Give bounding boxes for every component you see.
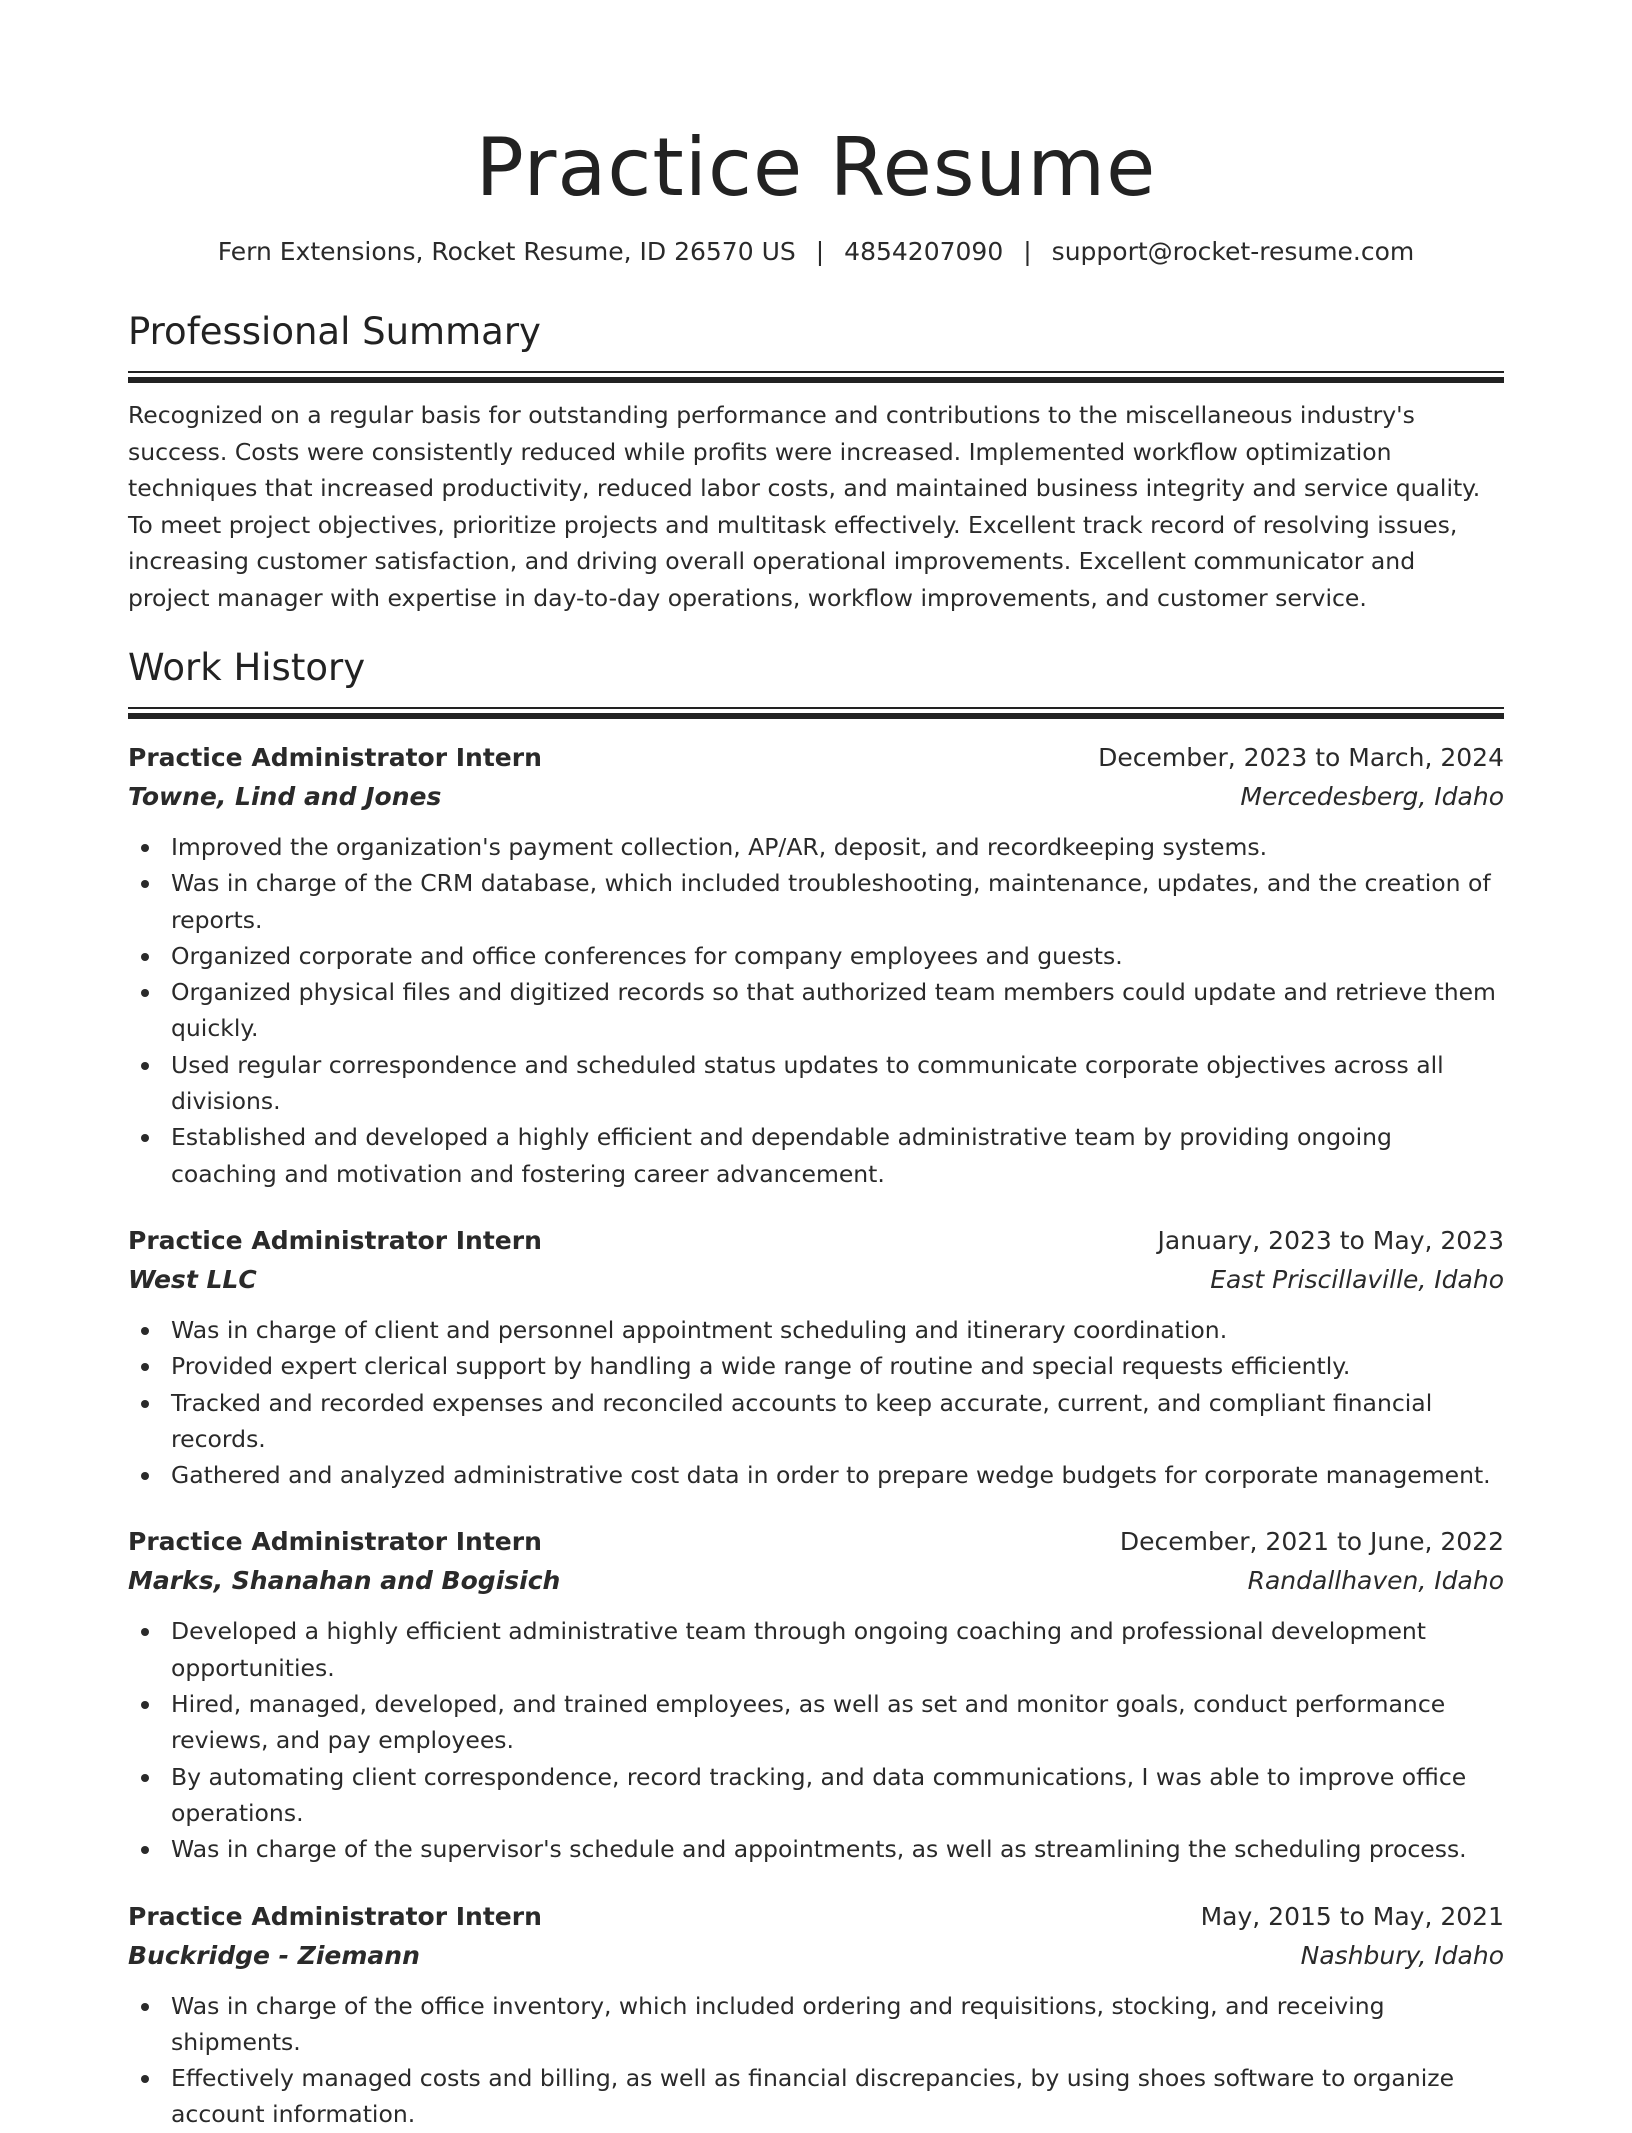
job-entry [128,1523,1504,1867]
job-company: Marks, Shanahan and Bogisich [128,1566,561,1596]
bullet-dot-icon [141,1363,149,1371]
job-bullet [171,1831,1504,1867]
bullet-dot-icon [141,1701,149,1709]
job-company-row [128,1936,1504,1976]
professional-summary-section [128,308,1504,616]
job-location: Mercedesberg, Idaho [1240,782,1504,811]
job-bullet-list [128,1312,1504,1493]
job-bullet-text: Was in charge of the office inventory, which included ordering and requisitions, stocking, and receiving shipments. [171,1991,1385,2056]
job-dates: December, 2023 to March, 2024 [1098,743,1504,772]
job-company-row [128,777,1504,817]
job-location: Randallhaven, Idaho [1247,1566,1504,1596]
job-bullet [171,1613,1504,1686]
job-title-row [128,739,1504,777]
job-dates: January, 2023 to May, 2023 [1157,1225,1504,1255]
job-bullet [171,1457,1504,1493]
job-title: Practice Administrator Intern [128,1901,542,1931]
bullet-dot-icon [141,1327,149,1335]
work-history-section [128,644,1504,2133]
job-bullet-text: Effectively managed costs and billing, as well as financial discrepancies, by using shoes software to organize account information. [171,2064,1455,2129]
job-bullet-text: Provided expert clerical support by handling a wide range of routine and special requests efficiently. [171,1352,1351,1381]
bullet-dot-icon [141,953,149,961]
job-bullet [171,2060,1504,2133]
job-company: Towne, Lind and Jones [128,782,442,811]
contact-email: support@rocket-resume.com [1051,237,1415,266]
job-bullet-text: Used regular correspondence and scheduled status updates to communicate corporate objectives across all divisions. [171,1050,1444,1116]
job-bullet [171,865,1504,938]
job-title-row [128,1898,1504,1936]
job-bullet-text: Hired, managed, developed, and trained employees, as well as set and monitor goals, conduct performance reviews, and pay employees. [171,1690,1446,1755]
job-bullet-text: By automating client correspondence, record tracking, and data communications, I was able to improve office operations. [171,1762,1467,1827]
bullet-dot-icon [141,1400,149,1408]
bullet-dot-icon [141,989,149,997]
contact-separator: | [1023,237,1032,266]
job-title-row [128,1523,1504,1561]
bullet-dot-icon [141,2003,149,2011]
bullet-dot-icon [141,1846,149,1854]
section-title-summary: Professional Summary [128,310,541,353]
job-bullet [171,938,1504,974]
section-title-work-history: Work History [128,646,366,689]
job-entry [128,739,1504,1192]
contact-separator: | [815,237,825,266]
job-title-row [128,1222,1504,1260]
job-bullet-text: Organized physical files and digitized records so that authorized team members could update and retrieve them quickly. [171,978,1496,1043]
job-bullet [171,1988,1504,2061]
job-bullet-text: Was in charge of the CRM database, which included troubleshooting, maintenance, updates, and the creation of reports. [171,869,1491,934]
job-company: West LLC [128,1264,257,1294]
contact-address: Fern Extensions, Rocket Resume, ID 26570 US [217,237,796,266]
job-location: Nashbury, Idaho [1300,1940,1504,1970]
job-bullet-text: Organized corporate and office conferences for company employees and guests. [171,941,1123,970]
section-divider [128,707,1504,719]
bullet-dot-icon [141,1628,149,1636]
resume-name: Practice Resume [475,121,1157,214]
job-list [128,739,1504,2133]
bullet-dot-icon [141,2075,149,2083]
contact-phone: 4854207090 [844,237,1004,266]
bullet-dot-icon [141,844,149,852]
job-dates: May, 2015 to May, 2021 [1200,1901,1504,1931]
job-bullet [171,1759,1504,1832]
job-bullet-list [128,1988,1504,2133]
section-divider [128,371,1504,383]
job-company-row [128,1561,1504,1601]
bullet-dot-icon [141,1062,149,1070]
job-bullet [171,1312,1504,1348]
job-bullet [171,1686,1504,1759]
job-title: Practice Administrator Intern [128,1527,542,1557]
bullet-dot-icon [141,1774,149,1782]
job-bullet-text: Was in charge of client and personnel appointment scheduling and itinerary coordination. [171,1315,1228,1344]
job-company: Buckridge - Ziemann [128,1940,420,1970]
job-entry [128,1898,1504,2133]
job-bullet-list [128,1613,1504,1867]
bullet-dot-icon [141,1134,149,1142]
job-bullet [171,829,1504,865]
job-bullet-text: Was in charge of the supervisor's schedule and appointments, as well as streamlining the scheduling process. [171,1835,1467,1864]
job-bullet [171,1119,1504,1192]
job-bullet-text: Tracked and recorded expenses and reconciled accounts to keep accurate, current, and compliant financial records. [171,1388,1433,1453]
job-bullet-list [128,829,1504,1192]
contact-line [128,234,1504,270]
bullet-dot-icon [141,880,149,888]
job-dates: December, 2021 to June, 2022 [1119,1527,1504,1557]
job-title: Practice Administrator Intern [128,1225,542,1255]
job-bullet-text: Gathered and analyzed administrative cost data in order to prepare wedge budgets for corporate management. [171,1461,1491,1490]
job-bullet [171,974,1504,1047]
bullet-dot-icon [141,1472,149,1480]
resume-page [128,118,1504,2133]
job-title: Practice Administrator Intern [128,743,542,772]
job-bullet-text: Improved the organization's payment collection, AP/AR, deposit, and recordkeeping systems. [171,833,1268,861]
job-entry [128,1222,1504,1493]
summary-text: Recognized on a regular basis for outstanding performance and contributions to the miscellaneous industry's success. Costs were consistently reduced while profits were increased. Implemented workflow optimization techniques that increased productivity, reduced labor costs, and maintained business integrity and service quality. To meet project objectives, prioritize projects and multitask effectively. Excellent track record of resolving issues, increasing customer satisfaction, and driving overall operational improvements. Excellent communicator and project manager with expertise in day-to-day operations, workflow improvements, and customer service. [128,401,1481,612]
job-bullet [171,1047,1504,1120]
job-bullet [171,1348,1504,1384]
job-bullet [171,1385,1504,1458]
job-company-row [128,1260,1504,1300]
job-bullet-text: Developed a highly efficient administrative team through ongoing coaching and professional development opportunities. [171,1617,1427,1682]
job-location: East Priscillaville, Idaho [1210,1264,1504,1294]
job-bullet-text: Established and developed a highly efficient and dependable administrative team by providing ongoing coaching and motivation and fostering career advancement. [171,1123,1392,1188]
